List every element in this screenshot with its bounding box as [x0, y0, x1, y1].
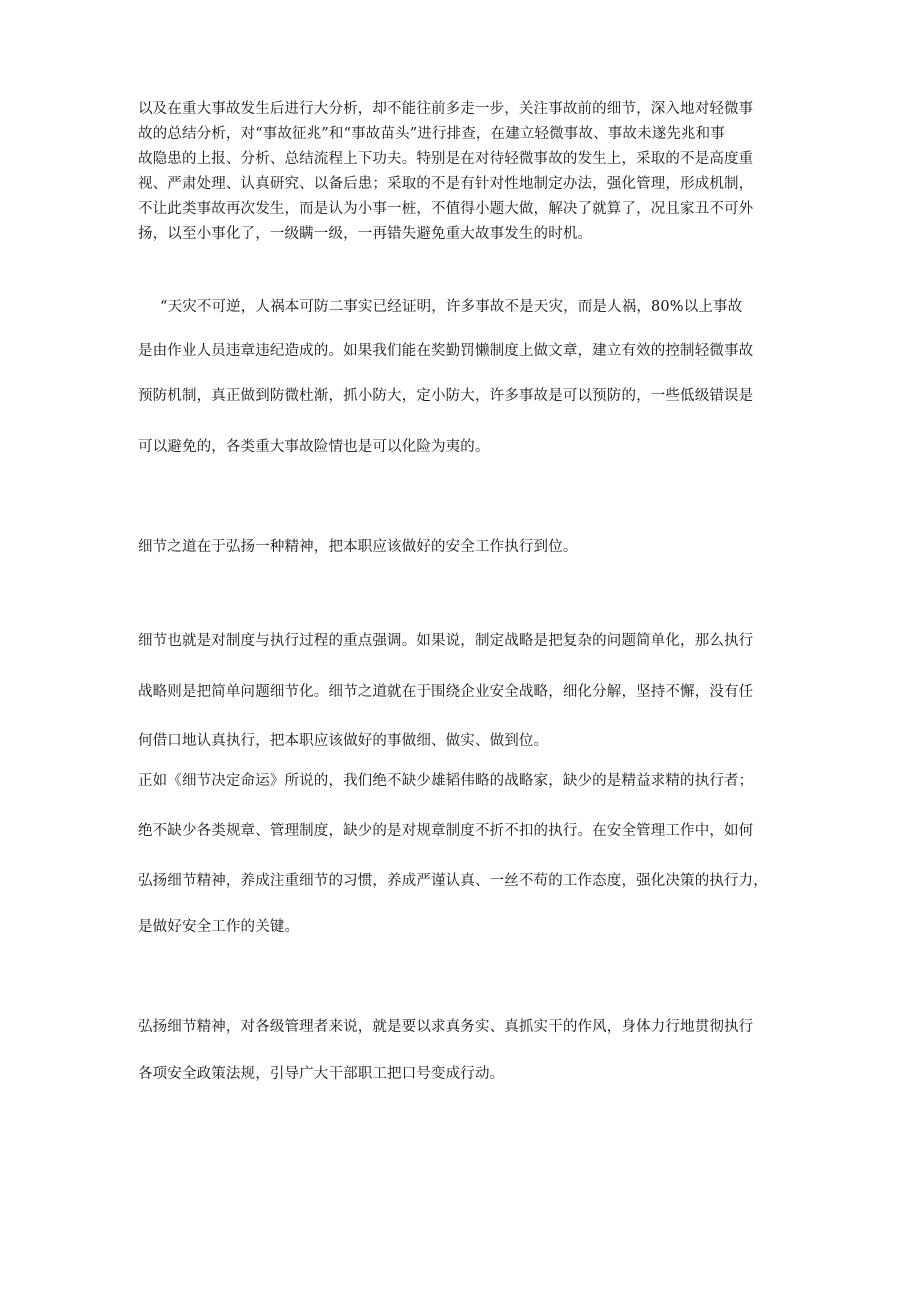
text-line: 细节之道在于弘扬一种精神，把本职应该做好的安全工作执行到位。 [138, 539, 578, 555]
text-line: 扬，以至小事化了，一级瞒一级，一再错失避免重大故事发生的时机。 [138, 226, 593, 242]
text-line: 以及在重大事故发生后进行大分析，却不能往前多走一步，关注事故前的细节，深入地对轻微事 [138, 101, 754, 117]
text-line: 是做好安全工作的关键。 [138, 919, 300, 935]
text-line: 弘扬细节精神，养成注重细节的习惯，养成严谨认真、一丝不苟的工作态度，强化决策的执行力， [138, 873, 768, 889]
text-line: 各项安全政策法规，引导广大干部职工把口号变成行动。 [138, 1066, 505, 1082]
text-line: 细节也就是对制度与执行过程的重点强调。如果说，制定战略是把复杂的问题简单化，那么执行 [138, 633, 754, 649]
text-line: “天灾不可逆，人祸本可防二事实已经证明，许多事故不是天灾，而是人祸，80%以上事故 [160, 299, 743, 315]
text-line: 正如《细节决定命运》所说的，我们绝不缺少雄韬伟略的战略家，缺少的是精益求精的执行者； [138, 773, 754, 789]
text-line: 可以避免的，各类重大事故险情也是可以化险为夷的。 [138, 439, 490, 455]
text-line: 何借口地认真执行，把本职应该做好的事做细、做实、做到位。 [138, 733, 549, 749]
text-line: 不让此类事故再次发生，而是认为小事一桩，不值得小题大做，解决了就算了，况且家丑不可外 [138, 201, 754, 217]
text-line: 是由作业人员违章违纪造成的。如果我们能在奖勤罚懒制度上做文章，建立有效的控制轻微事故 [138, 343, 754, 359]
text-line: 故隐患的上报、分析、总结流程上下功夫。特别是在对待轻微事故的发生上，采取的不是高度重 [138, 151, 754, 167]
text-line: 战略则是把简单问题细节化。细节之道就在于围绕企业安全战略，细化分解，坚持不懈，没有任 [138, 684, 754, 700]
text-line: 故的总结分析，对“事故征兆”和“事故苗头”进行排查，在建立轻微事故、事故未遂先兆和事 [138, 126, 725, 142]
text-line: 视、严肃处理、认真研究、以备后患；采取的不是有针对性地制定办法，强化管理，形成机制， [138, 176, 754, 192]
text-line: 绝不缺少各类规章、管理制度，缺少的是对规章制度不折不扣的执行。在安全管理工作中，如何 [138, 823, 754, 839]
text-line: 预防机制，真正做到防微杜渐，抓小防大，定小防大，许多事故是可以预防的，一些低级错误是 [138, 388, 754, 404]
text-line: 弘扬细节精神，对各级管理者来说，就是要以求真务实、真抓实干的作风，身体力行地贯彻执行 [138, 1019, 754, 1035]
